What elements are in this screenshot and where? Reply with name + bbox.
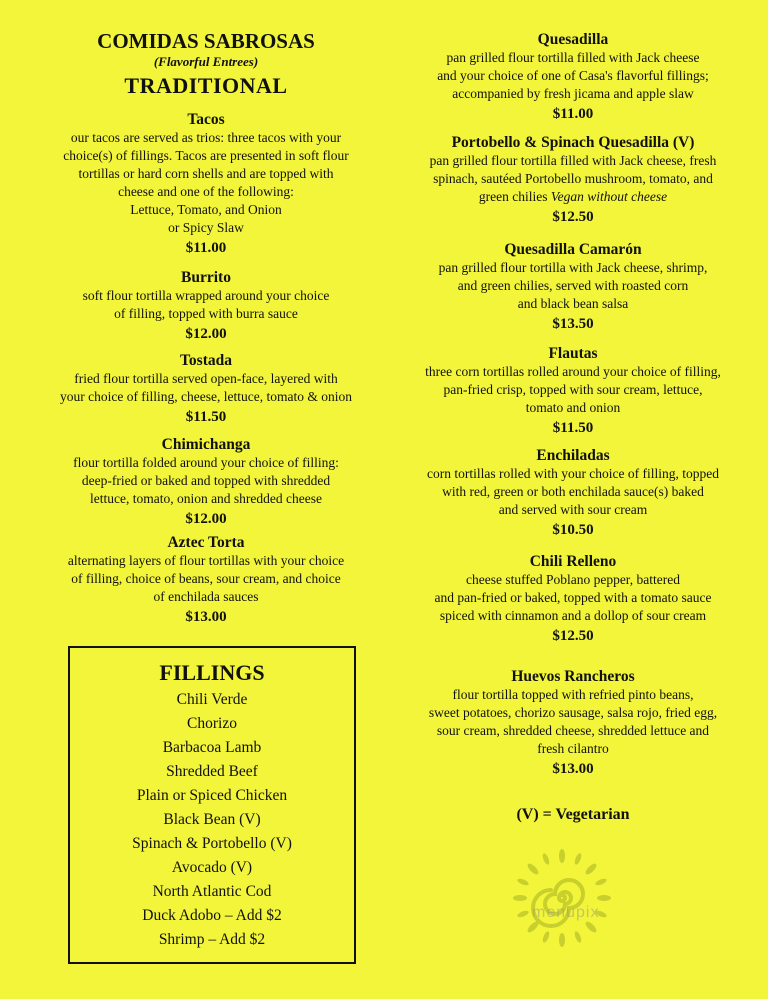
item-name: Chimichanga (161, 436, 251, 453)
item-description: fried flour tortilla served open-face, layered with your choice of filling, cheese, lettuce, tomato & onion (59, 371, 353, 404)
vegan-note: Vegan without cheese (550, 189, 668, 204)
menu-item-aztec-torta (20, 533, 392, 628)
item-name: Tostada (180, 352, 232, 369)
filling-item: Spinach & Portobello (V) (132, 835, 292, 852)
item-price: $11.50 (552, 420, 594, 436)
fillings-list (70, 688, 354, 952)
filling-item: Black Bean (V) (163, 811, 261, 828)
filling-item: Barbacoa Lamb (162, 739, 262, 756)
item-price: $13.00 (552, 761, 594, 777)
fillings-box (68, 646, 356, 964)
item-description: flour tortilla topped with refried pinto beans, sweet potatoes, chorizo sausage, salsa rojo, fried egg, sour cream, shredded cheese, shredded lettuce and fresh cilantro (428, 687, 718, 756)
item-name: Burrito (181, 269, 231, 286)
menu-item-tostada (20, 351, 392, 428)
item-description: flour tortilla folded around your choice of filling: deep-fried or baked and topped with shredded lettuce, tomato, onion and shredded cheese (73, 455, 339, 506)
page-title: COMIDAS SABROSAS (97, 29, 315, 53)
menu-item-flautas (386, 344, 760, 439)
menu-item-enchiladas (386, 446, 760, 541)
filling-item: Shrimp – Add $2 (158, 931, 266, 948)
filling-item: North Atlantic Cod (152, 883, 272, 900)
item-price: $12.00 (185, 511, 227, 527)
item-price: $12.50 (552, 628, 594, 644)
item-name: Quesadilla Camarón (504, 241, 642, 258)
item-name: Portobello & Spinach Quesadilla (V) (451, 134, 695, 151)
item-description: corn tortillas rolled with your choice of filling, topped with red, green or both enchilada sauce(s) baked and served with sour cream (426, 466, 720, 517)
item-description (386, 152, 760, 206)
item-description: pan grilled flour tortilla filled with Jack cheese and your choice of one of Casa's flavorful fillings; accompanied by fresh jicama and apple slaw (437, 50, 709, 101)
menu-item-burrito (20, 268, 392, 345)
menu-item-portobello-spinach-quesadilla (386, 133, 760, 228)
item-description: pan grilled flour tortilla with Jack cheese, shrimp, and green chilies, served with roasted corn and black bean salsa (438, 260, 708, 311)
menu-item-huevos-rancheros (386, 667, 760, 780)
filling-item: Chili Verde (176, 691, 248, 708)
item-name: Aztec Torta (167, 534, 245, 551)
item-price: $12.00 (185, 326, 227, 342)
item-name: Quesadilla (537, 31, 609, 48)
item-description-text: pan grilled flour tortilla filled with Jack cheese, fresh spinach, sautéed Portobello mushroom, tomato, and green chilies (429, 153, 717, 204)
item-price: $11.50 (185, 409, 227, 425)
menu-item-quesadilla (386, 30, 760, 125)
filling-item: Chorizo (187, 715, 237, 732)
filling-item: Shredded Beef (166, 763, 258, 780)
section-title: TRADITIONAL (124, 73, 288, 98)
item-description: soft flour tortilla wrapped around your choice of filling, topped with burra sauce (82, 288, 330, 321)
item-price: $10.50 (552, 522, 594, 538)
item-description: three corn tortillas rolled around your choice of filling, pan-fried crisp, topped with sour cream, lettuce, tomato and onion (425, 364, 721, 415)
filling-item: Avocado (V) (171, 859, 253, 876)
menu-item-quesadilla-camaron (386, 240, 760, 335)
item-description: our tacos are served as trios: three tacos with your choice(s) of fillings. Tacos are presented in soft flour tortillas or hard corn shells and are topped with cheese and one of the following: Lettuce, Tomato, and Onion or Spicy Slaw (63, 130, 349, 235)
item-price: $12.50 (552, 209, 594, 225)
item-name: Chili Relleno (529, 553, 617, 570)
item-price: $11.00 (552, 106, 594, 122)
item-name: Huevos Rancheros (511, 668, 635, 685)
item-description: alternating layers of flour tortillas with your choice of filling, choice of beans, sour cream, and choice of enchilada sauces (67, 553, 345, 604)
page-subtitle: (Flavorful Entrees) (153, 54, 259, 69)
item-price: $11.00 (185, 240, 227, 256)
item-name: Flautas (548, 345, 598, 362)
filling-item: Duck Adobo – Add $2 (142, 907, 282, 924)
sun-spiral-icon (512, 848, 612, 948)
menu-item-chili-relleno (386, 552, 760, 647)
item-price: $13.50 (552, 316, 594, 332)
fillings-title: FILLINGS (159, 660, 265, 685)
item-description: cheese stuffed Poblano pepper, battered and pan-fried or baked, topped with a tomato sauce spiced with cinnamon and a dollop of sour cream (434, 572, 712, 623)
watermark: menupix (532, 904, 600, 921)
menu-item-tacos (20, 110, 392, 259)
menu-item-chimichanga (20, 435, 392, 530)
item-price: $13.00 (185, 609, 227, 625)
vegetarian-legend: (V) = Vegetarian (516, 806, 630, 823)
filling-item: Plain or Spiced Chicken (136, 787, 288, 804)
item-name: Enchiladas (536, 447, 610, 464)
item-name: Tacos (187, 111, 225, 128)
